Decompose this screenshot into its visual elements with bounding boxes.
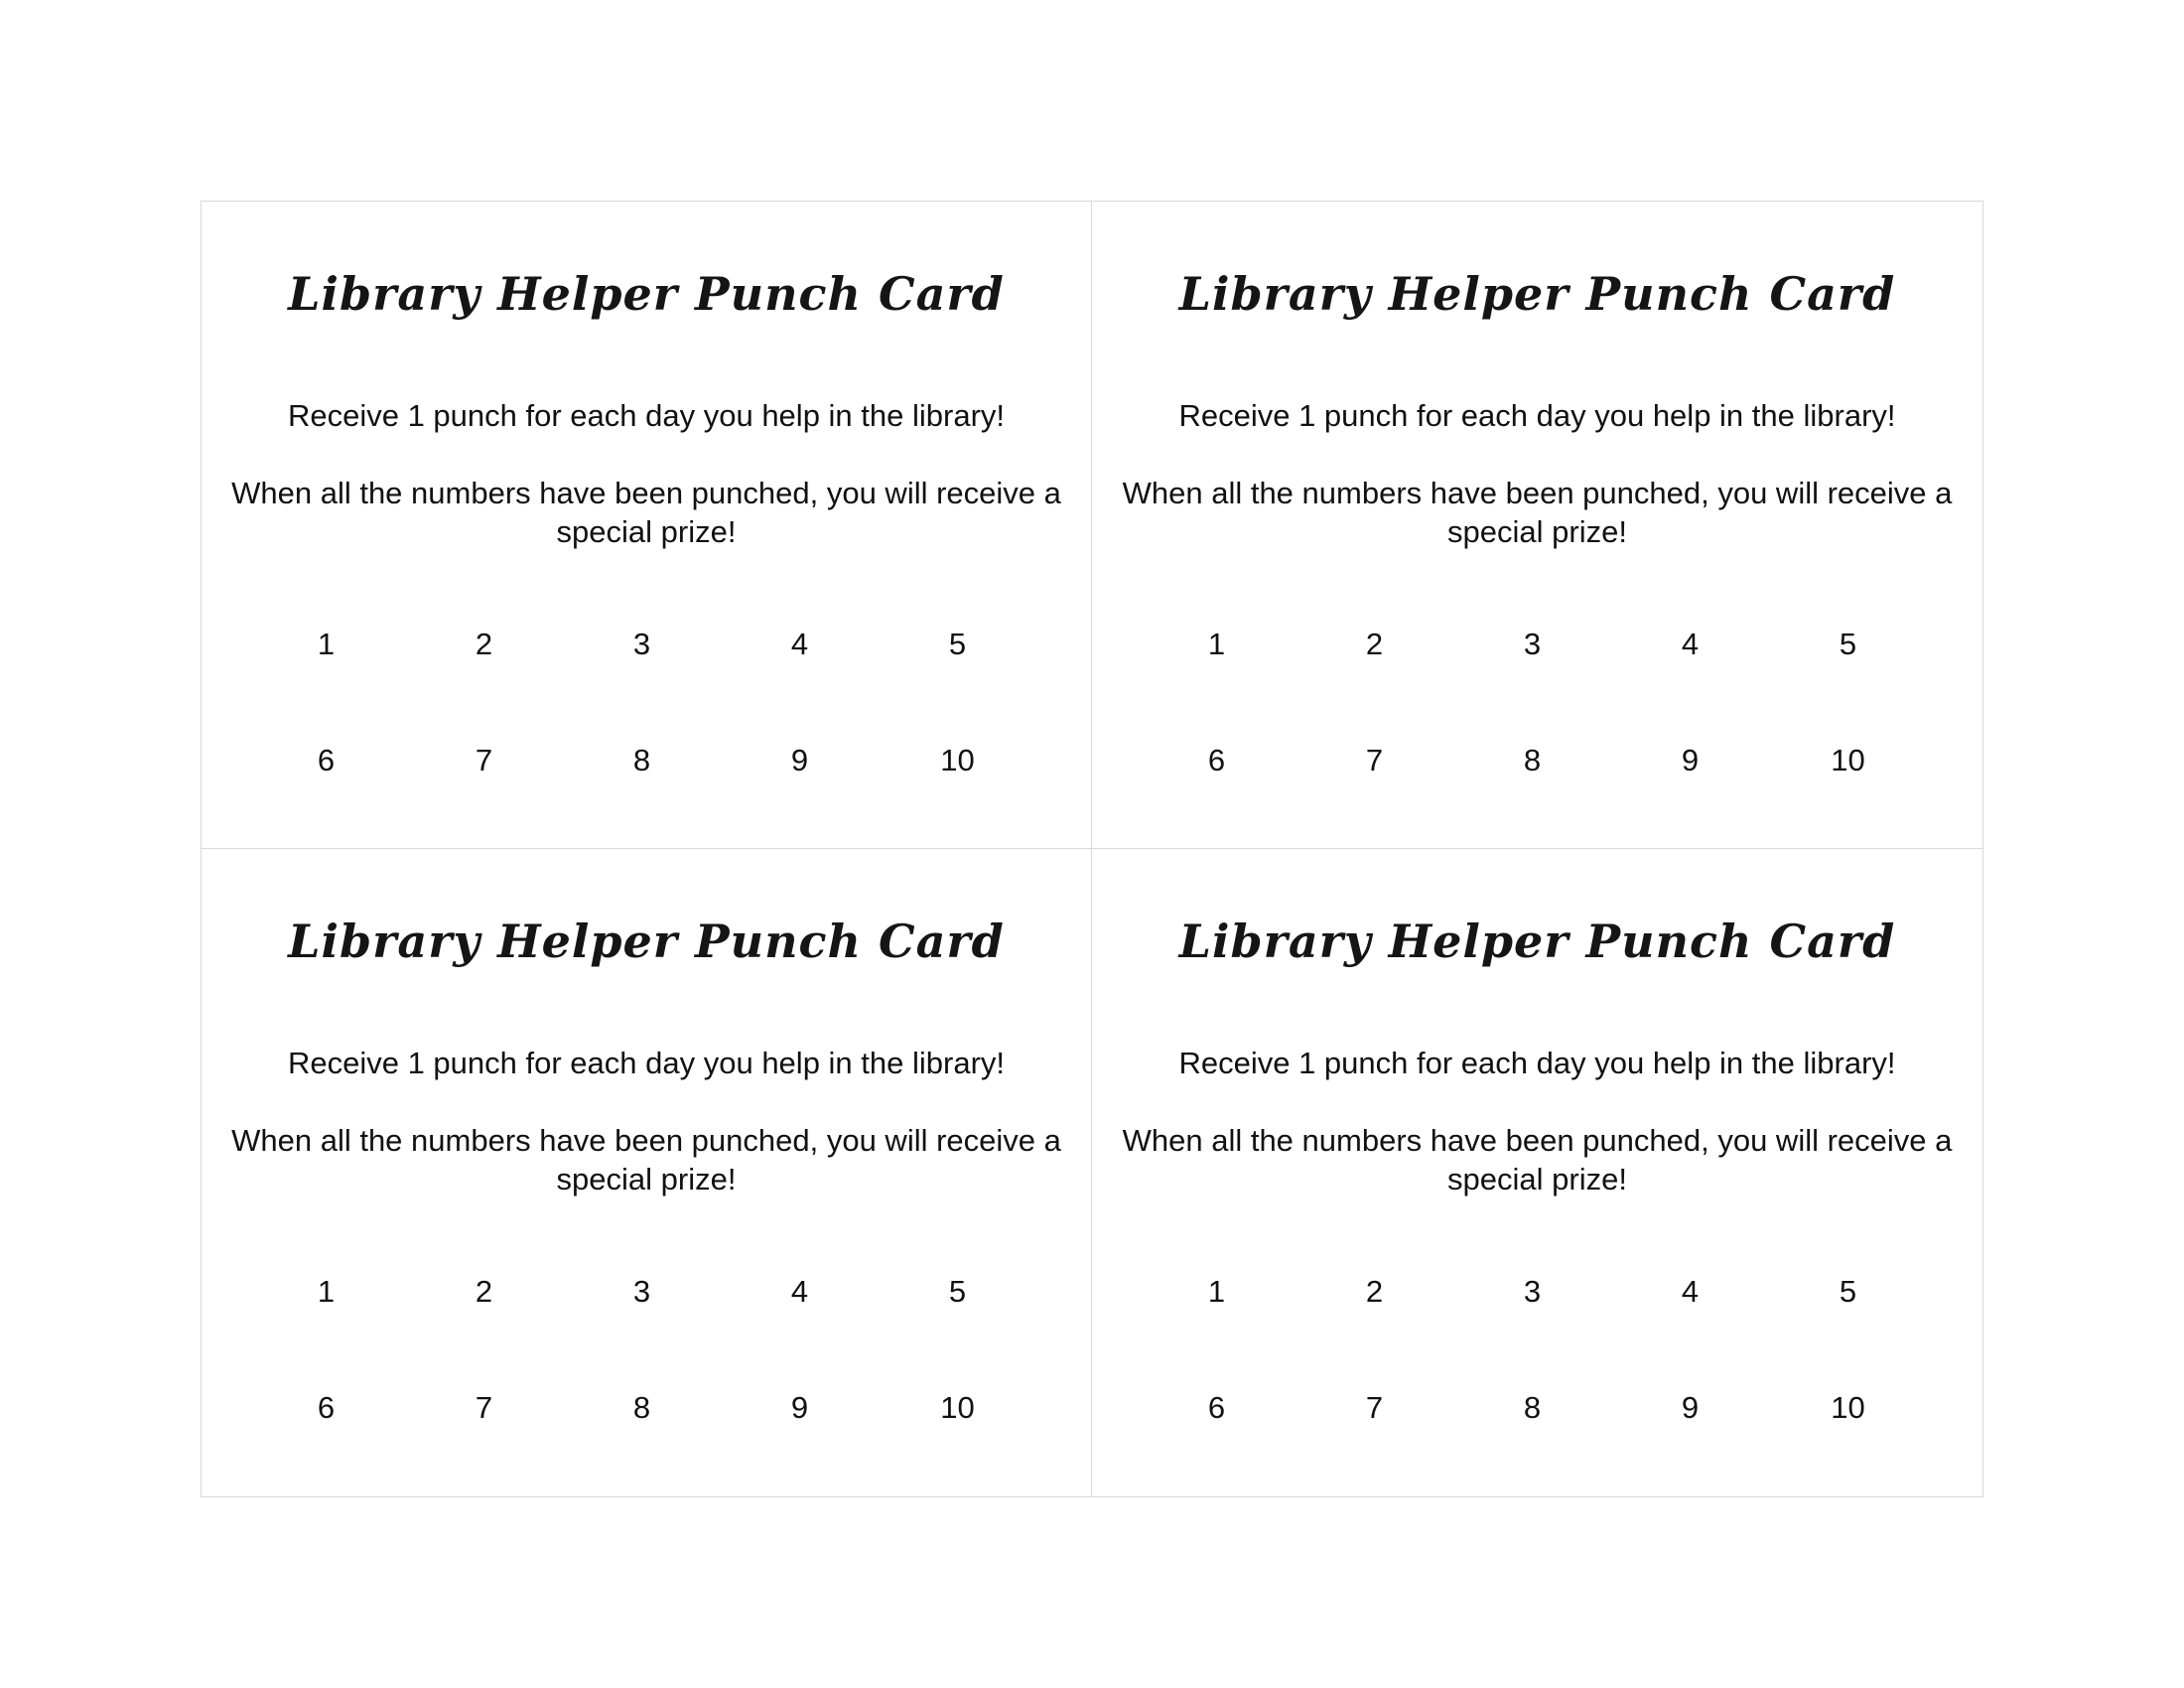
- punch-number: 10: [940, 1390, 975, 1425]
- punch-number: 6: [1207, 743, 1226, 777]
- card-prize-note: When all the numbers have been punched, you will receive a special prize!: [231, 476, 1061, 549]
- card-prize-note: When all the numbers have been punched, you will receive a special prize!: [1122, 1123, 1953, 1196]
- punch-card: [1092, 202, 1982, 849]
- card-title: Library Helper Punch Card: [1178, 267, 1896, 321]
- punch-number: 4: [1681, 1274, 1700, 1309]
- card-title: Library Helper Punch Card: [288, 914, 1005, 968]
- punch-number: 2: [1365, 627, 1384, 661]
- card-prize-note: When all the numbers have been punched, you will receive a special prize!: [231, 1123, 1061, 1196]
- punch-row-1: [1138, 1272, 1927, 1312]
- punch-number: 8: [632, 1390, 651, 1425]
- card-title: Library Helper Punch Card: [1178, 914, 1896, 968]
- punch-number: 5: [948, 1274, 967, 1309]
- punch-card: [202, 849, 1092, 1496]
- punch-card: [1092, 849, 1982, 1496]
- punch-number: 6: [1207, 1390, 1226, 1425]
- card-instruction: Receive 1 punch for each day you help in the library!: [1178, 1046, 1896, 1080]
- punch-number: 2: [475, 627, 493, 661]
- punch-number: 7: [1365, 743, 1384, 777]
- punch-number: 1: [317, 627, 336, 661]
- punch-number: 1: [1207, 1274, 1226, 1309]
- punch-card-sheet: [201, 201, 1983, 1497]
- punch-number: 9: [790, 743, 809, 777]
- punch-number: 10: [1831, 743, 1865, 777]
- punch-number: 3: [632, 1274, 651, 1309]
- punch-row-1: [247, 625, 1036, 664]
- punch-number: 2: [1365, 1274, 1384, 1309]
- punch-number: 4: [790, 627, 809, 661]
- card-prize-note: When all the numbers have been punched, you will receive a special prize!: [1122, 476, 1953, 549]
- punch-number: 7: [1365, 1390, 1384, 1425]
- punch-number: 9: [1681, 743, 1700, 777]
- punch-row-2: [247, 1388, 1036, 1428]
- card-instruction: Receive 1 punch for each day you help in the library!: [1178, 398, 1896, 433]
- punch-number: 7: [475, 1390, 493, 1425]
- punch-number: 10: [1831, 1390, 1865, 1425]
- punch-number: 3: [1523, 627, 1542, 661]
- card-instruction: Receive 1 punch for each day you help in the library!: [287, 1046, 1006, 1080]
- punch-number: 3: [1523, 1274, 1542, 1309]
- punch-number: 8: [1523, 743, 1542, 777]
- punch-row-2: [247, 741, 1036, 780]
- punch-number: 10: [940, 743, 975, 777]
- punch-number: 3: [632, 627, 651, 661]
- punch-number: 8: [632, 743, 651, 777]
- punch-number: 1: [1207, 627, 1226, 661]
- punch-number: 4: [790, 1274, 809, 1309]
- punch-number: 9: [1681, 1390, 1700, 1425]
- punch-number: 5: [1839, 627, 1857, 661]
- punch-number: 9: [790, 1390, 809, 1425]
- punch-card: [202, 202, 1092, 849]
- punch-number: 5: [1839, 1274, 1857, 1309]
- card-instruction: Receive 1 punch for each day you help in the library!: [287, 398, 1006, 433]
- punch-number: 1: [317, 1274, 336, 1309]
- punch-number: 6: [317, 743, 336, 777]
- punch-row-2: [1138, 1388, 1927, 1428]
- punch-number: 7: [475, 743, 493, 777]
- punch-row-1: [1138, 625, 1927, 664]
- punch-number: 4: [1681, 627, 1700, 661]
- punch-row-2: [1138, 741, 1927, 780]
- punch-number: 2: [475, 1274, 493, 1309]
- punch-number: 5: [948, 627, 967, 661]
- punch-row-1: [247, 1272, 1036, 1312]
- punch-number: 8: [1523, 1390, 1542, 1425]
- card-title: Library Helper Punch Card: [288, 267, 1005, 321]
- punch-number: 6: [317, 1390, 336, 1425]
